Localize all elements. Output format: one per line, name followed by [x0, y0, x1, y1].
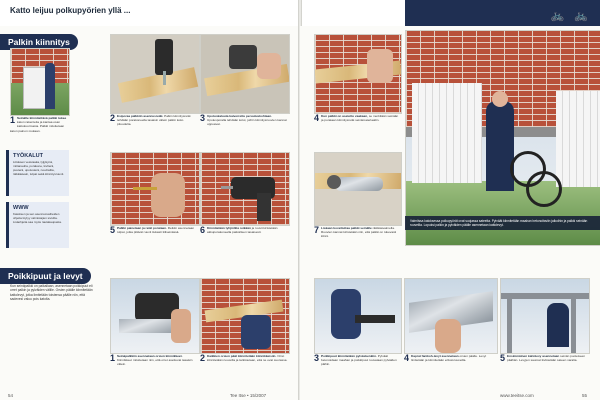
step-caption: 7 Lisäaan kovettuttaa palkki seinälle räikkäavaimella. Ruuvien kannat kiristetään niin, että palkki on tukevasti kiinni.: [314, 225, 397, 239]
step-photo: [110, 34, 200, 114]
finished-carport-photo: [405, 30, 600, 246]
step-caption: 3 Upotuskaluuta kaiverrettu peruutuskohtaan. Upotusporalla tehdään kolot, joihin kiinnitysruuvien kannat uppoavat.: [200, 113, 287, 127]
step-caption: 4 Kun palkki on asetettu vaakaan, se merkitään seinään ja porataan kiinnitysreiät seinämateriaaliin.: [314, 113, 399, 123]
page-number: 55: [582, 393, 588, 398]
step-photo: [314, 34, 402, 114]
step-caption: 5 Ensimmäinen kattolevy asennetaan seinän puoleiseen päähän. Levyjen saumat tiivistetään sateen varalta.: [500, 353, 586, 363]
step-caption: 1 Seinälle kiinnitettävä palkki tukee katon rakenteita ja kantaa osan kattokuormasta. Palkki mitoitetaan katon painon mukaan.: [10, 115, 67, 133]
step-photo: [314, 152, 402, 226]
step-caption: 2 Kaikkien orsien päät kiinnitetään kiinnikkeisiin. Orret kiinnitetään ruuveilla ja tarkistetaan, että ne ovat suorassa.: [200, 353, 288, 363]
tools-text: Liitoksen vesivaaka, lyijykynä, mittanauha, porakone, kiviterä, puuterä, upotusterä, ruuvitaltta, räikkäavain, tulpat sekä kiinnitysruuvit.: [13, 160, 65, 176]
step-caption: 3 Poikkipuut kiinnitetään pylväskenkiin. Pylväät betonoidaan maahan ja poikkipuut ruuvataan pylväiden päihin.: [314, 353, 397, 367]
page-number: 54: [8, 393, 14, 398]
step-photo: [314, 278, 402, 354]
website: www.teeitse.com: [500, 393, 534, 398]
bicycle-icon: 🚲: [574, 10, 588, 22]
bicycle-icon: 🚲: [550, 10, 565, 22]
step-photo: [10, 48, 70, 116]
step-photo: [500, 278, 590, 354]
step-caption: 2 Esiporaa palkkiin asennusreiät. Palkin kiinnitysreiät tehdään porakoneella tasaisin välein palkin koko pituudelta.: [110, 113, 191, 127]
section-title: Poikkipuut ja levyt: [0, 268, 91, 284]
www-text: Katoksen ja sen asennusvaiheiden ohjeita löytyy valmistajien sivuilta. Lisäohjeita saa myös rautakaupasta.: [13, 212, 62, 224]
left-page: [0, 26, 300, 400]
step-photo: [110, 152, 200, 226]
step-caption: 6 Kiinnitetään tyhjiöliite reikään ja ruuvit kiristetään akkuporakoneella paikoilleen tasaisesti.: [200, 225, 278, 235]
www-title: WWW: [13, 205, 29, 211]
step-photo: [404, 278, 498, 354]
step-caption: 1 Seinäpalkkiin asennetaan orsien kiinnikkeet. Kiinnikkeet mitoitetaan niin, että orret asettuvat tasaisin välein.: [110, 353, 193, 367]
page-kicker: Katto leijuu polkupyörien yllä ...: [10, 6, 131, 15]
magazine-issue: Tee Itse • 15/2007: [230, 393, 267, 398]
right-page: [300, 26, 600, 400]
step-photo: [200, 34, 290, 114]
step-photo: [200, 152, 290, 226]
tools-box: [6, 150, 69, 196]
tools-title: TYÖKALUT: [13, 153, 43, 159]
section-title: Palkin kiinnitys: [0, 34, 78, 50]
step-photo: [200, 278, 290, 354]
top-band: [405, 0, 600, 28]
finished-photo-caption: Valmiissa katoksessa polkupyörät ovat suojassa sateelta. Pylväät kiinnitetään maahan betonoitaviin jalkoihin ja palkki seinään ruuveilla. Lopuksi palkin ja pylväiden päälle asennetaan kattolevyt.: [405, 216, 600, 230]
step-caption: 4 Kaprat fanikoh-levyt asennetaan orsien päälle. Levyt limitetään ja kiinnitetään erikoisruuveilla.: [404, 353, 487, 363]
section-intro: Kun seinäpalkki on paikallaan, asennetaan poikkipuut eli orret palkin ja pylväiden välille. Orsien päälle kiinnitetään kattolevyt, jotka limitetään toistensa päälle niin, että sadevesi valuu pois katolta.: [10, 284, 93, 301]
www-box: [6, 202, 69, 248]
step-photo: [110, 278, 200, 354]
step-caption: 5 Palkki painetaan ja reiät porataan. Reikiin asennetaan tulpat, jotka pitävät ruuvit tiukasti tiiliseinässä.: [110, 225, 195, 235]
